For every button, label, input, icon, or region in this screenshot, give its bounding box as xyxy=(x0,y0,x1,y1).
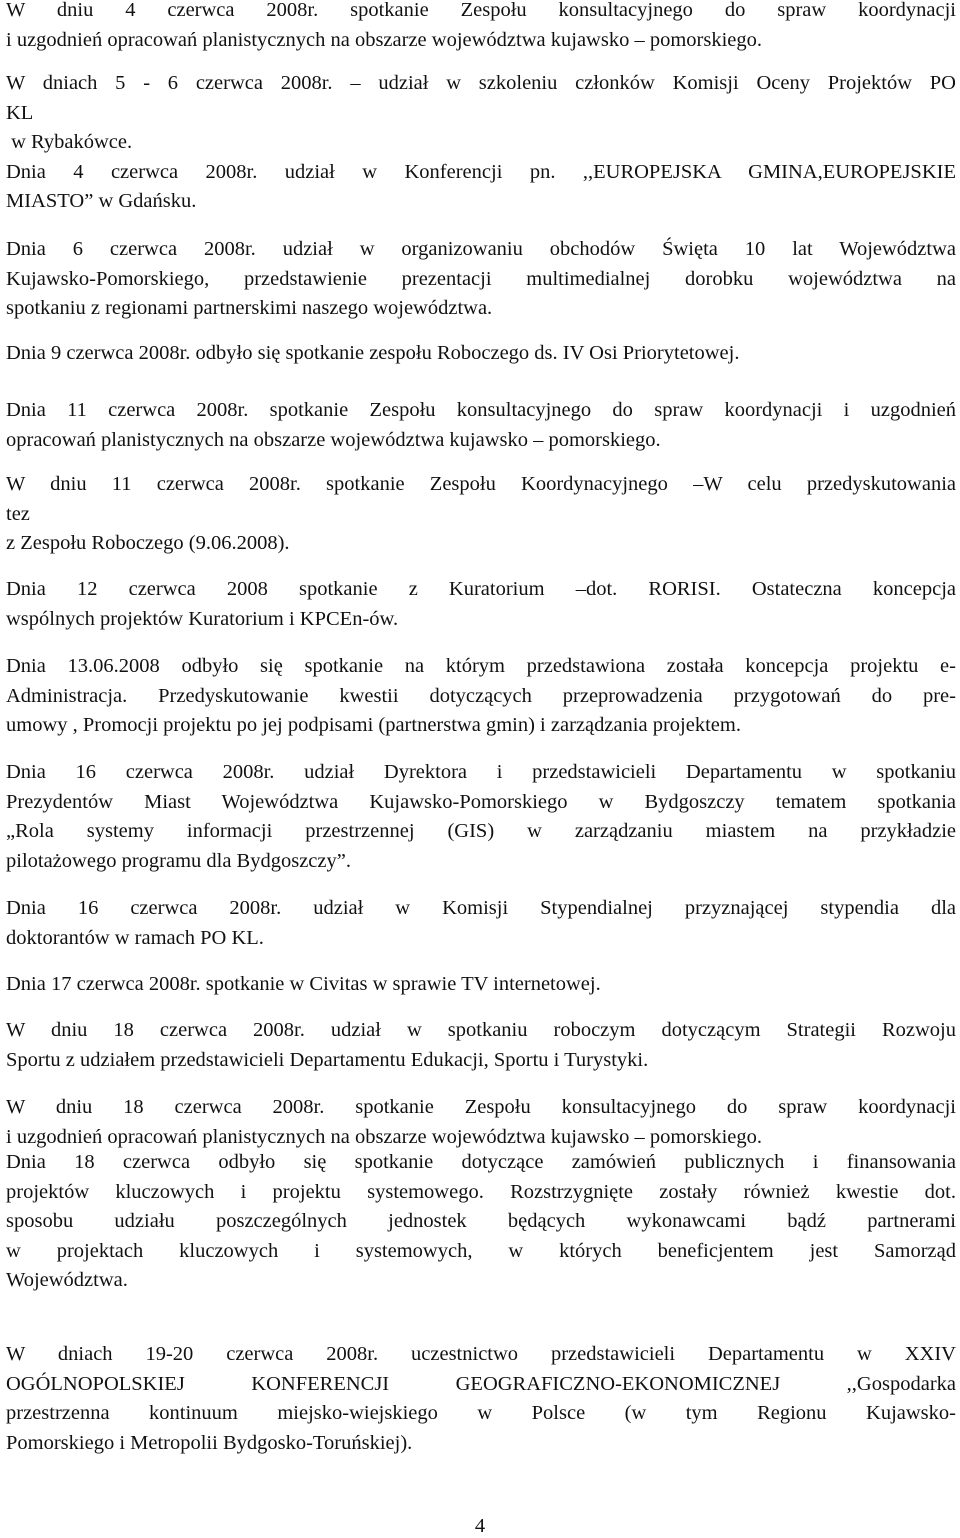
text-line: sposobu udziału poszczególnych jednostek będących wykonawcami bądź partnerami xyxy=(6,1210,956,1232)
text-line: W dniu 11 czerwca 2008r. spotkanie Zespołu Koordynacyjnego –W celu przedyskutowania xyxy=(6,473,956,495)
text-line: „Rola systemy informacji przestrzennej (GIS) w zarządzaniu miastem na przykładzie xyxy=(6,820,956,842)
text-line: Dnia 4 czerwca 2008r. udział w Konferencji pn. ,,EUROPEJSKA GMINA,EUROPEJSKIE xyxy=(6,160,956,183)
text-line: W dniach 5 - 6 czerwca 2008r. – udział w szkoleniu członków Komisji Oceny Projektów PO xyxy=(6,72,956,94)
text-line: i uzgodnień opracowań planistycznych na obszarze województwa kujawsko – pomorskiego. xyxy=(6,28,762,51)
paragraph-3 xyxy=(6,235,956,324)
text-line: spotkaniu z regionami partnerskimi naszego województwa. xyxy=(6,297,493,319)
paragraph-1 xyxy=(6,0,956,55)
text-line: W dniu 18 czerwca 2008r. spotkanie Zespołu konsultacyjnego do spraw koordynacji xyxy=(6,1096,956,1118)
paragraph-14 xyxy=(6,1148,956,1296)
text-line: W dniu 18 czerwca 2008r. udział w spotkaniu roboczym dotyczącym Strategii Rozwoju xyxy=(6,1019,956,1041)
text-line: z Zespołu Roboczego (9.06.2008). xyxy=(6,532,290,554)
text-line: opracowań planistycznych na obszarze województwa kujawsko – pomorskiego. xyxy=(6,428,661,451)
text-line: W dniu 4 czerwca 2008r. spotkanie Zespołu konsultacyjnego do spraw koordynacji xyxy=(6,0,956,21)
text-line: w projektach kluczowych i systemowych, w których beneficjentem jest Samorząd xyxy=(6,1239,956,1262)
text-line: i uzgodnień opracowań planistycznych na obszarze województwa kujawsko – pomorskiego. xyxy=(6,1125,762,1148)
paragraph-5 xyxy=(6,396,956,455)
page-number: 4 xyxy=(474,1515,486,1537)
text-line: wspólnych projektów Kuratorium i KPCEn-ów. xyxy=(6,607,399,630)
text-line: pilotażowego programu dla Bydgoszczy”. xyxy=(6,849,351,872)
paragraph-10 xyxy=(6,894,956,953)
text-line: Dnia 16 czerwca 2008r. udział Dyrektora i przedstawicieli Departamentu w spotkaniu xyxy=(6,761,956,783)
text-line: W dniach 19-20 czerwca 2008r. uczestnictwo przedstawicieli Departamentu w XXIV xyxy=(6,1343,956,1365)
text-line: Dnia 11 czerwca 2008r. spotkanie Zespołu konsultacyjnego do spraw koordynacji i uzgodnień xyxy=(6,399,956,421)
text-line: Województwa. xyxy=(6,1269,128,1291)
text-line: Kujawsko-Pomorskiego, przedstawienie prezentacji multimedialnej dorobku województwa na xyxy=(6,267,956,290)
text-line: Dnia 6 czerwca 2008r. udział w organizowaniu obchodów Święta 10 lat Województwa xyxy=(6,238,956,260)
text-line: przestrzenna kontinuum miejsko-wiejskiego w Polsce (w tym Regionu Kujawsko- xyxy=(6,1402,956,1424)
text-line: Dnia 16 czerwca 2008r. udział w Komisji Stypendialnej przyznającej stypendia dla xyxy=(6,897,956,919)
text-line: projektów kluczowych i projektu systemowego. Rozstrzygnięte zostały również kwestie dot. xyxy=(6,1180,956,1203)
text-line: OGÓLNOPOLSKIEJ KONFERENCJI GEOGRAFICZNO-EKONOMICZNEJ ,,Gospodarka xyxy=(6,1372,956,1395)
paragraph-11 xyxy=(6,970,956,1000)
text-line: Dnia 13.06.2008 odbyło się spotkanie na którym przedstawiona została koncepcja projektu e- xyxy=(6,655,956,677)
paragraph-4 xyxy=(6,339,956,369)
text-line: Administracja. Przedyskutowanie kwestii dotyczących przeprowadzenia przygotowań do pre- xyxy=(6,684,956,707)
text-line: Dnia 17 czerwca 2008r. spotkanie w Civitas w sprawie TV internetowej. xyxy=(6,973,601,995)
text-line: Pomorskiego i Metropolii Bydgosko-Toruńskiej). xyxy=(6,1431,413,1454)
paragraph-6 xyxy=(6,470,956,559)
paragraph-7 xyxy=(6,575,956,634)
text-line: w Rybakówce. xyxy=(6,131,133,153)
paragraph-8 xyxy=(6,652,956,741)
text-line: umowy , Promocji projektu po jej podpisami (partnerstwa gmin) i zarządzania projektem. xyxy=(6,714,741,736)
text-line: Dnia 12 czerwca 2008 spotkanie z Kuratorium –dot. RORISI. Ostateczna koncepcja xyxy=(6,578,956,600)
paragraph-9 xyxy=(6,758,956,876)
text-line: MIASTO” w Gdańsku. xyxy=(6,190,197,212)
paragraph-15 xyxy=(6,1340,956,1458)
text-line: Sportu z udziałem przedstawicieli Departamentu Edukacji, Sportu i Turystyki. xyxy=(6,1048,649,1071)
text-line: Dnia 18 czerwca odbyło się spotkanie dotyczące zamówień publicznych i finansowania xyxy=(6,1151,956,1173)
text-line: doktorantów w ramach PO KL. xyxy=(6,926,264,949)
paragraph-13 xyxy=(6,1093,956,1152)
text-line: Prezydentów Miast Województwa Kujawsko-Pomorskiego w Bydgoszczy tematem spotkania xyxy=(6,790,956,813)
text-line: KL xyxy=(6,101,34,124)
paragraph-2 xyxy=(6,69,956,217)
paragraph-12 xyxy=(6,1016,956,1075)
text-line: Dnia 9 czerwca 2008r. odbyło się spotkanie zespołu Roboczego ds. IV Osi Priorytetowej. xyxy=(6,342,740,364)
text-line: tez xyxy=(6,502,30,525)
